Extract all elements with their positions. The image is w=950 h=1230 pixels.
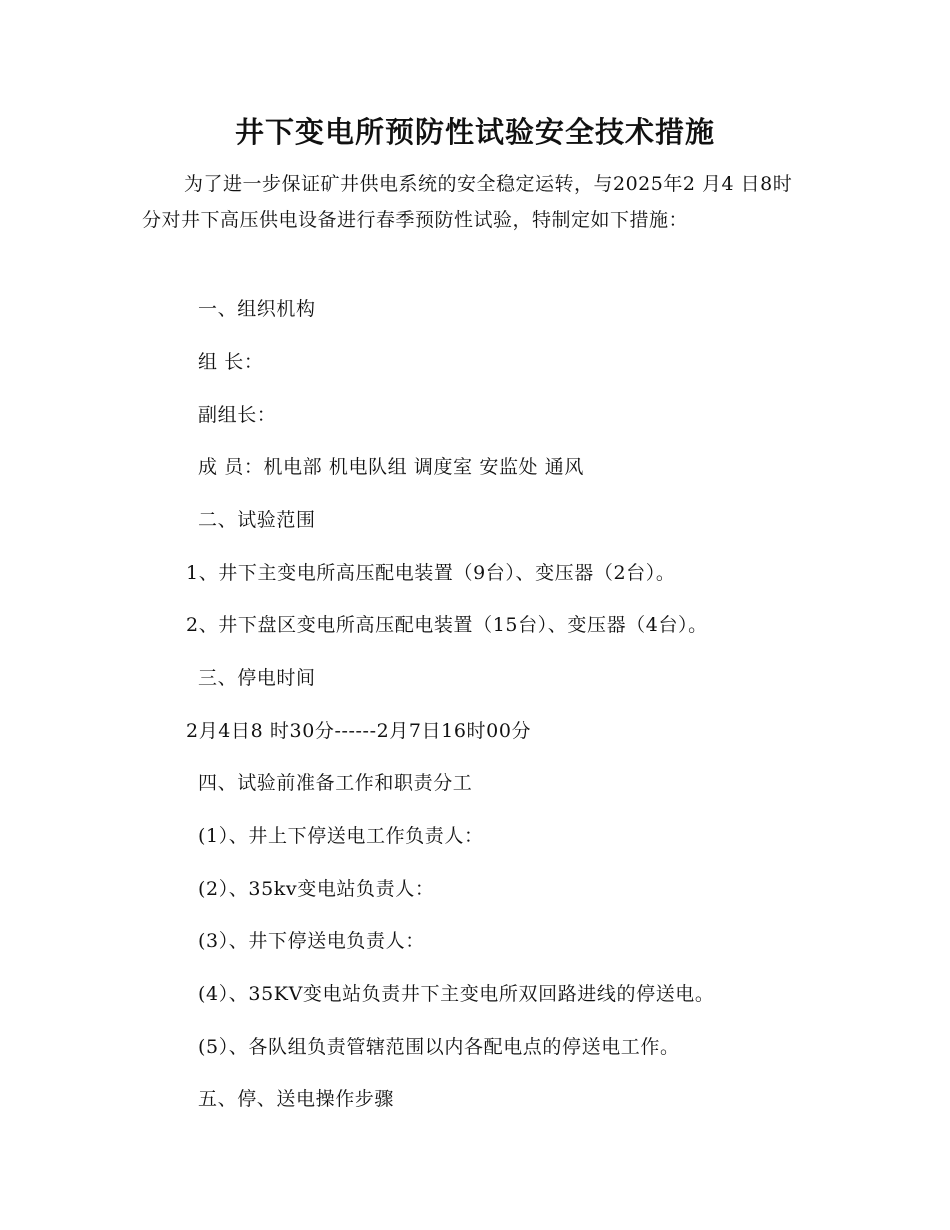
leader-line: 组 长： (198, 351, 264, 373)
scope-item-1: 1、井下主变电所高压配电装置（9台）、变压器（2台）。 (186, 562, 676, 584)
intro-paragraph: 为了进一步保证矿井供电系统的安全稳定运转，与2025年2 月4 日8时 分对井下高压供电设备进行春季预防性试验，特制定如下措施： (142, 173, 793, 231)
members-line: 成 员：机电部 机电队组 调度室 安监处 通风 (198, 456, 584, 478)
outage-heading: 三、停电时间 (198, 667, 316, 689)
deputy-leader-line: 副组长： (198, 404, 277, 426)
prep-item-2: (2）、35kv变电站负责人： (198, 878, 435, 900)
org-heading: 一、组织机构 (198, 298, 316, 320)
steps-heading: 五、停、送电操作步骤 (198, 1088, 395, 1110)
outage-time: 2月4日8 时30分------2月7日16时00分 (186, 720, 532, 742)
scope-heading: 二、试验范围 (198, 509, 316, 531)
prep-item-3: (3）、井下停送电负责人： (198, 930, 425, 952)
prep-item-1: (1）、井上下停送电工作负责人： (198, 825, 484, 847)
document-title: 井下变电所预防性试验安全技术措施 (234, 115, 715, 149)
prep-heading: 四、试验前准备工作和职责分工 (198, 772, 473, 794)
scope-item-2: 2、井下盘区变电所高压配电装置（15台）、变压器（4台）。 (186, 614, 708, 636)
prep-item-5: (5）、各队组负责管辖范围以内各配电点的停送电工作。 (198, 1036, 680, 1058)
prep-item-4: (4）、35KV变电站负责井下主变电所双回路进线的停送电。 (198, 983, 715, 1005)
